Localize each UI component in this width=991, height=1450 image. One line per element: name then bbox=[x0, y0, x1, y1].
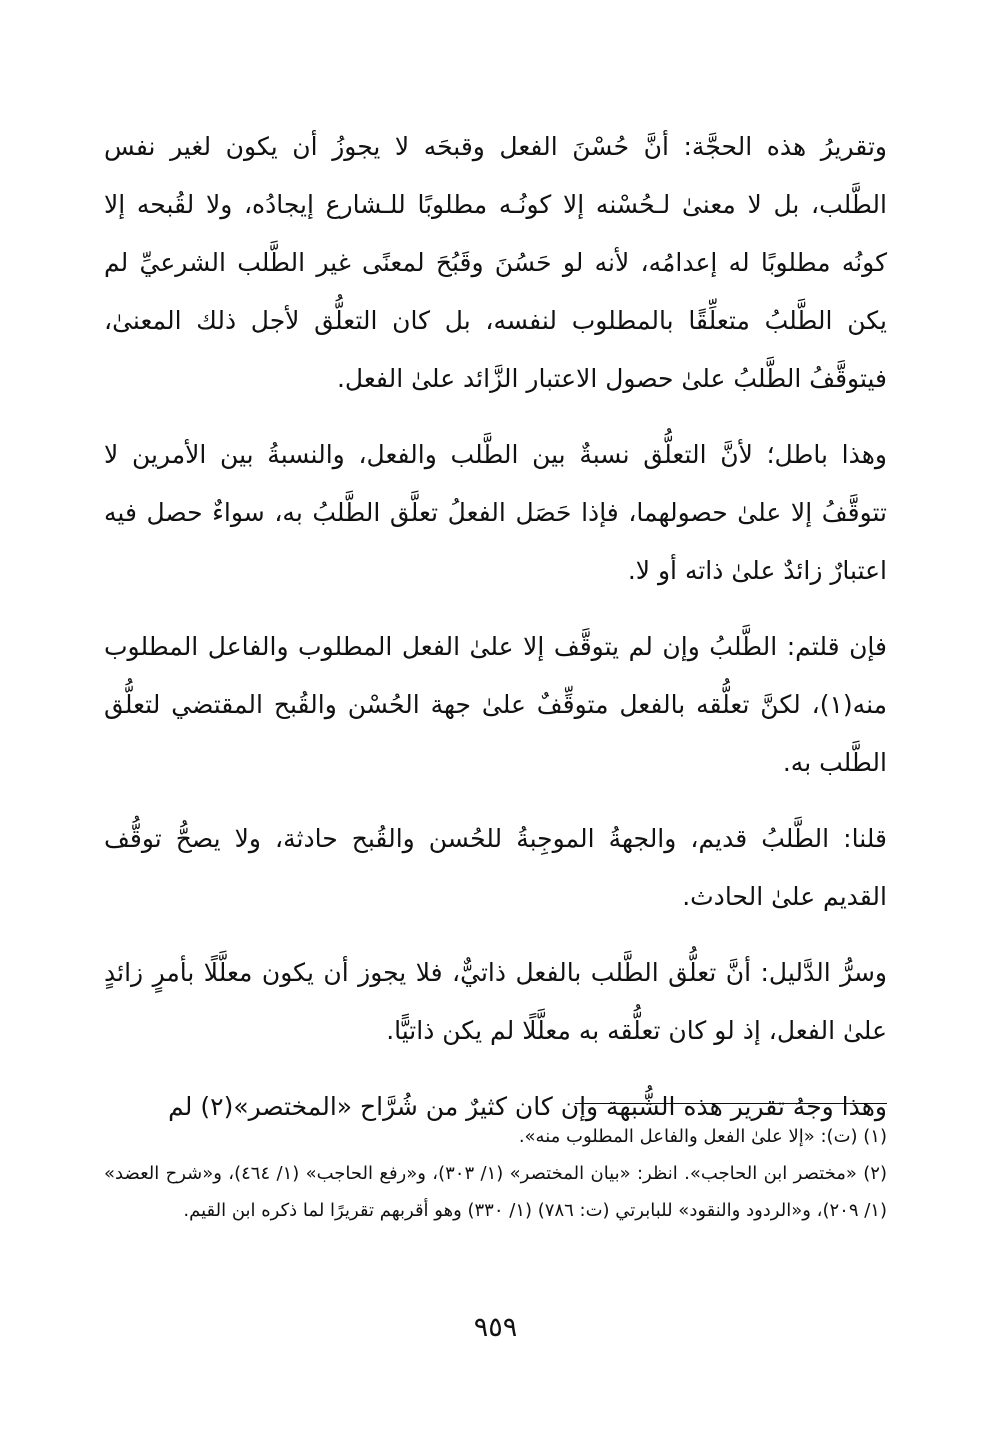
paragraph-argument: وتقريرُ هذه الحجَّة: أنَّ حُسْنَ الفعل وقبحَه لا يجوزُ أن يكون لغير نفس الطَّلب، بل لا معنىٰ لـحُسْنه إلا كونُـه مطلوبًا للـشارع إيجادُه، ولا لقُبحه إلا كونُه مطلوبًا له إعدامُه، لأنه لو حَسُنَ وقَبُحَ لمعنًى غير الطَّلب الشرعيِّ لم يكن الطَّلبُ متعلِّقًا بالمطلوب لنفسه، بل كان التعلُّق لأجل ذلك المعنىٰ، فيتوقَّفُ الطَّلبُ علىٰ حصول الاعتبار الزَّائد علىٰ الفعل. bbox=[104, 132, 887, 393]
footnotes bbox=[104, 1118, 887, 1229]
paragraph-continuation: وهذا وجهُ تقرير هذه الشُّبهة وإن كان كثيرٌ من شُرَّاح «المختصر»(٢) لم bbox=[168, 1092, 887, 1121]
paragraph-reply: قلنا: الطَّلبُ قديم، والجهةُ الموجِبةُ للحُسن والقُبح حادثة، ولا يصحُّ توقُّف القديم علىٰ الحادث. bbox=[104, 824, 887, 911]
footnote-2: (٢) «مختصر ابن الحاجب». انظر: «بيان المختصر» (١/ ٣٠٣)، و«رفع الحاجب» (١/ ٤٦٤)، و«شرح العضد» (١/ ٢٠٩)، و«الردود والنقود» للبابرتي (ت: ٧٨٦) (١/ ٣٣٠) وهو أقربهم تقريرًا لما ذكره ابن القيم. bbox=[104, 1163, 887, 1221]
main-text bbox=[104, 118, 887, 1154]
footnote-separator bbox=[575, 1103, 887, 1104]
paragraph-secret-of-proof: وسرُّ الدَّليل: أنَّ تعلُّق الطَّلب بالفعل ذاتيٌّ، فلا يجوز أن يكون معلَّلًا بأمرٍ زائدٍ علىٰ الفعل، إذ لو كان تعلُّقه به معلَّلًا لم يكن ذاتيًّا. bbox=[104, 958, 887, 1045]
paragraph-refutation: وهذا باطل؛ لأنَّ التعلُّق نسبةٌ بين الطَّلب والفعل، والنسبةُ بين الأمرين لا تتوقَّفُ إلا علىٰ حصولهما، فإذا حَصَل الفعلُ تعلَّق الطَّلبُ به، سواءٌ حصل فيه اعتبارٌ زائدٌ علىٰ ذاته أو لا. bbox=[104, 440, 887, 585]
page-number: ٩٥٩ bbox=[473, 1312, 518, 1343]
paragraph-objection: فإن قلتم: الطَّلبُ وإن لم يتوقَّف إلا علىٰ الفعل المطلوب والفاعل المطلوب منه(١)، لكنَّ تعلُّقه بالفعل متوقِّفٌ علىٰ جهة الحُسْن والقُبح المقتضي لتعلُّق الطَّلب به. bbox=[104, 632, 887, 777]
footnote-1: (١) (ت): «إلا علىٰ الفعل والفاعل المطلوب منه». bbox=[518, 1126, 887, 1147]
